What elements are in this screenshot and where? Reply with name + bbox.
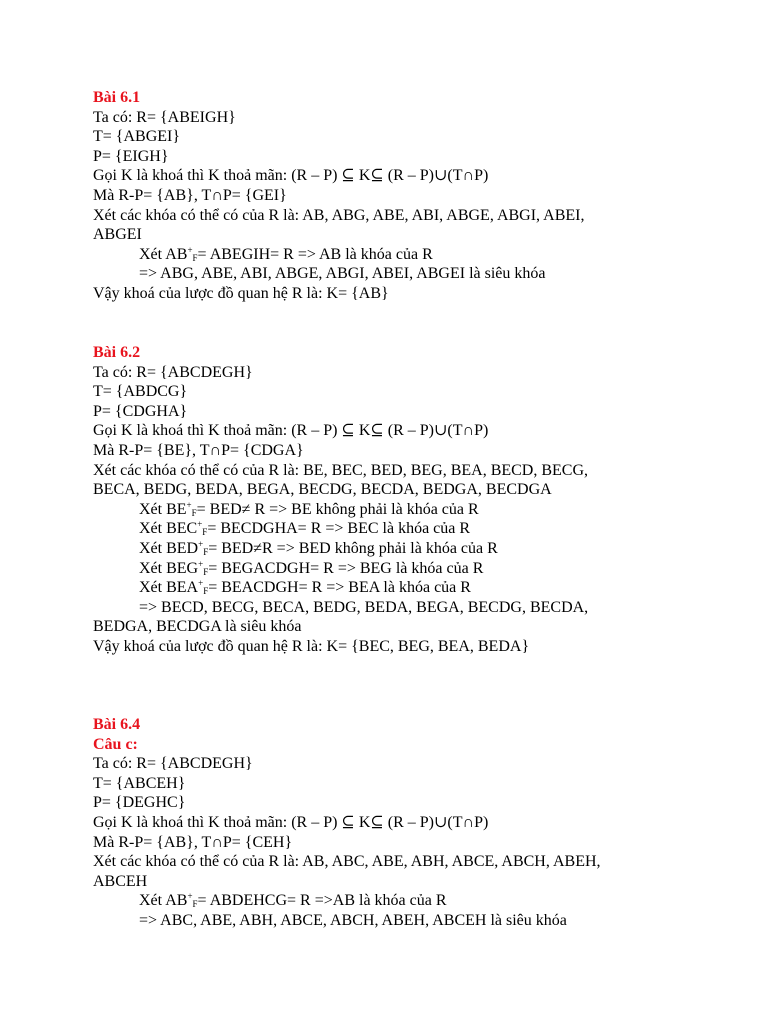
section-title: Bài 6.1 xyxy=(93,89,141,106)
closure-superscript: + xyxy=(187,891,193,902)
text-line: Vậy khoá của lược đồ quan hệ R là: K= {AB} xyxy=(93,284,389,302)
closure-subscript: F xyxy=(192,899,198,910)
text-line: Xét $BEG^+_F=$ BEGACDGH= R => BEG là khóa của R xyxy=(139,558,484,577)
closure-subscript: F xyxy=(203,566,209,577)
text-line: => BECD, BECG, BECA, BEDG, BEDA, BEGA, BECDG, BECDA, xyxy=(139,598,589,616)
text-line: BECA, BEDG, BEDA, BEGA, BECDG, BECDA, BEDGA, BECDGA xyxy=(93,481,552,499)
text-line: T= {ABGEI} xyxy=(93,128,181,146)
closure-superscript: + xyxy=(186,499,192,510)
closure-superscript: + xyxy=(198,578,204,589)
text-line: => ABG, ABE, ABI, ABGE, ABGI, ABEI, ABGEI là siêu khóa xyxy=(139,265,546,283)
closure-subscript: F xyxy=(203,586,209,597)
text-line: Xét $BED^+_F= BED\ne R$ => BED không phải là khóa của R xyxy=(139,538,498,557)
text-line: Gọi K là khoá thì K thoả mãn: (R – P) ⊆ K⊆ (R – P)∪(T∩P) xyxy=(93,813,489,831)
text-line: Xét $BEC^+_F=$ BECDGHA= R => BEC là khóa của R xyxy=(139,519,471,538)
text-line: Xét $BE^+_F= BED\ne R$ => BE không phải là khóa của R xyxy=(139,499,479,518)
text-line: Mà R-P= {AB}, T∩P= {CEH} xyxy=(93,833,293,851)
text-line: Gọi K là khoá thì K thoả mãn: (R – P) ⊆ K⊆ (R – P)∪(T∩P) xyxy=(93,167,489,185)
closure-subscript: F xyxy=(202,527,208,538)
section-title: Bài 6.4 xyxy=(93,716,141,733)
section-1 xyxy=(93,88,693,304)
section-2 xyxy=(93,343,693,657)
text-line: ABGEI xyxy=(93,226,142,244)
text-line: Xét các khóa có thể có của R là: AB, ABG, ABE, ABI, ABGE, ABGI, ABEI, xyxy=(93,206,585,224)
text-line: Xét các khóa có thể có của R là: BE, BEC, BED, BEG, BEA, BECD, BECG, xyxy=(93,461,589,479)
closure-superscript: + xyxy=(187,244,193,255)
text-line: Ta có: R= {ABEIGH} xyxy=(93,108,236,126)
text-line: Xét $AB^+_F=$ ABEGIH= R => AB là khóa của R xyxy=(139,244,433,263)
section-title: Bài 6.2 xyxy=(93,344,141,361)
closure-superscript: + xyxy=(198,558,204,569)
text-line: Xét $AB^+_F=$ ABDEHCG= R =>AB là khóa của R xyxy=(139,891,447,910)
closure-superscript: + xyxy=(197,519,203,530)
closure-subscript: F xyxy=(191,507,197,518)
section-subtitle: Câu c: xyxy=(93,735,138,753)
section-3 xyxy=(93,715,693,931)
text-line: BEDGA, BECDGA là siêu khóa xyxy=(93,618,302,636)
text-line: T= {ABCEH} xyxy=(93,774,186,792)
text-line: ABCEH xyxy=(93,872,148,890)
text-line: P= {DEGHC} xyxy=(93,794,186,812)
closure-subscript: F xyxy=(192,252,198,263)
closure-superscript: + xyxy=(198,538,204,549)
text-line: T= {ABDCG} xyxy=(93,383,188,401)
text-line: Ta có: R= {ABCDEGH} xyxy=(93,363,253,381)
text-line: Vậy khoá của lược đồ quan hệ R là: K= {BEC, BEG, BEA, BEDA} xyxy=(93,637,530,655)
text-line: => ABC, ABE, ABH, ABCE, ABCH, ABEH, ABCEH là siêu khóa xyxy=(139,911,567,929)
text-line: P= {EIGH} xyxy=(93,147,169,165)
text-line: Ta có: R= {ABCDEGH} xyxy=(93,755,253,773)
text-line: Xét $BEA^+_F=$ BEACDGH= R => BEA là khóa của R xyxy=(139,578,471,597)
text-line: Xét các khóa có thể có của R là: AB, ABC, ABE, ABH, ABCE, ABCH, ABEH, xyxy=(93,853,601,871)
text-line: Mà R-P= {AB}, T∩P= {GEI} xyxy=(93,186,287,204)
text-line: Gọi K là khoá thì K thoả mãn: (R – P) ⊆ K⊆ (R – P)∪(T∩P) xyxy=(93,422,489,440)
text-line: Mà R-P= {BE}, T∩P= {CDGA} xyxy=(93,441,304,459)
text-line: P= {CDGHA} xyxy=(93,402,188,420)
closure-subscript: F xyxy=(203,546,209,557)
